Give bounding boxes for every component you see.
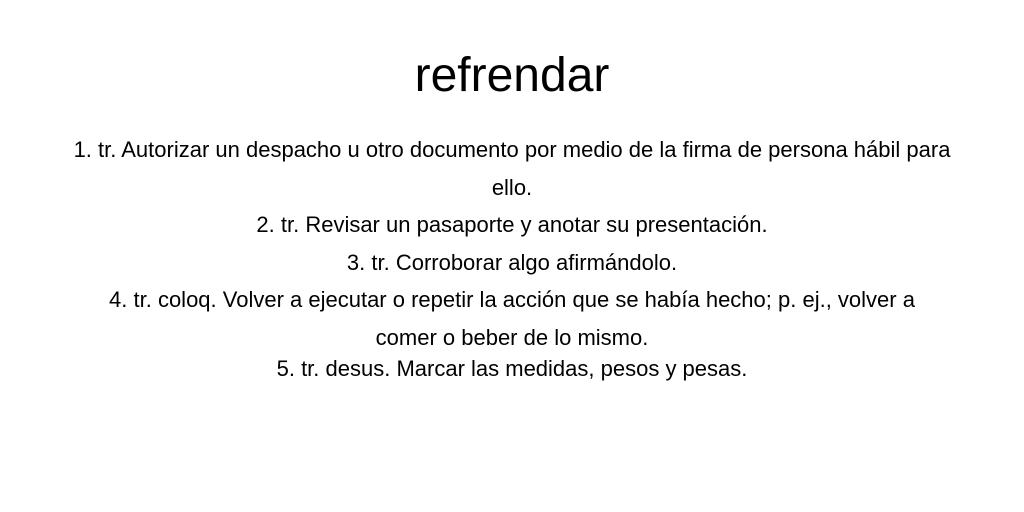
definition-4: 4. tr. coloq. Volver a ejecutar o repetir la acción que se había hecho; p. ej., volver a comer o beber de lo mismo. — [109, 287, 915, 350]
definition-3: 3. tr. Corroborar algo afirmándolo. — [346, 249, 678, 275]
definitions-list — [0, 131, 1024, 384]
headword-title: refrendar — [414, 49, 610, 102]
definition-5: 5. tr. desus. Marcar las medidas, pesos y pesas. — [276, 356, 748, 381]
definition-2: 2. tr. Revisar un pasaporte y anotar su presentación. — [256, 212, 768, 237]
definition-1: 1. tr. Autorizar un despacho u otro documento por medio de la firma de persona hábil para ello. — [73, 137, 951, 200]
